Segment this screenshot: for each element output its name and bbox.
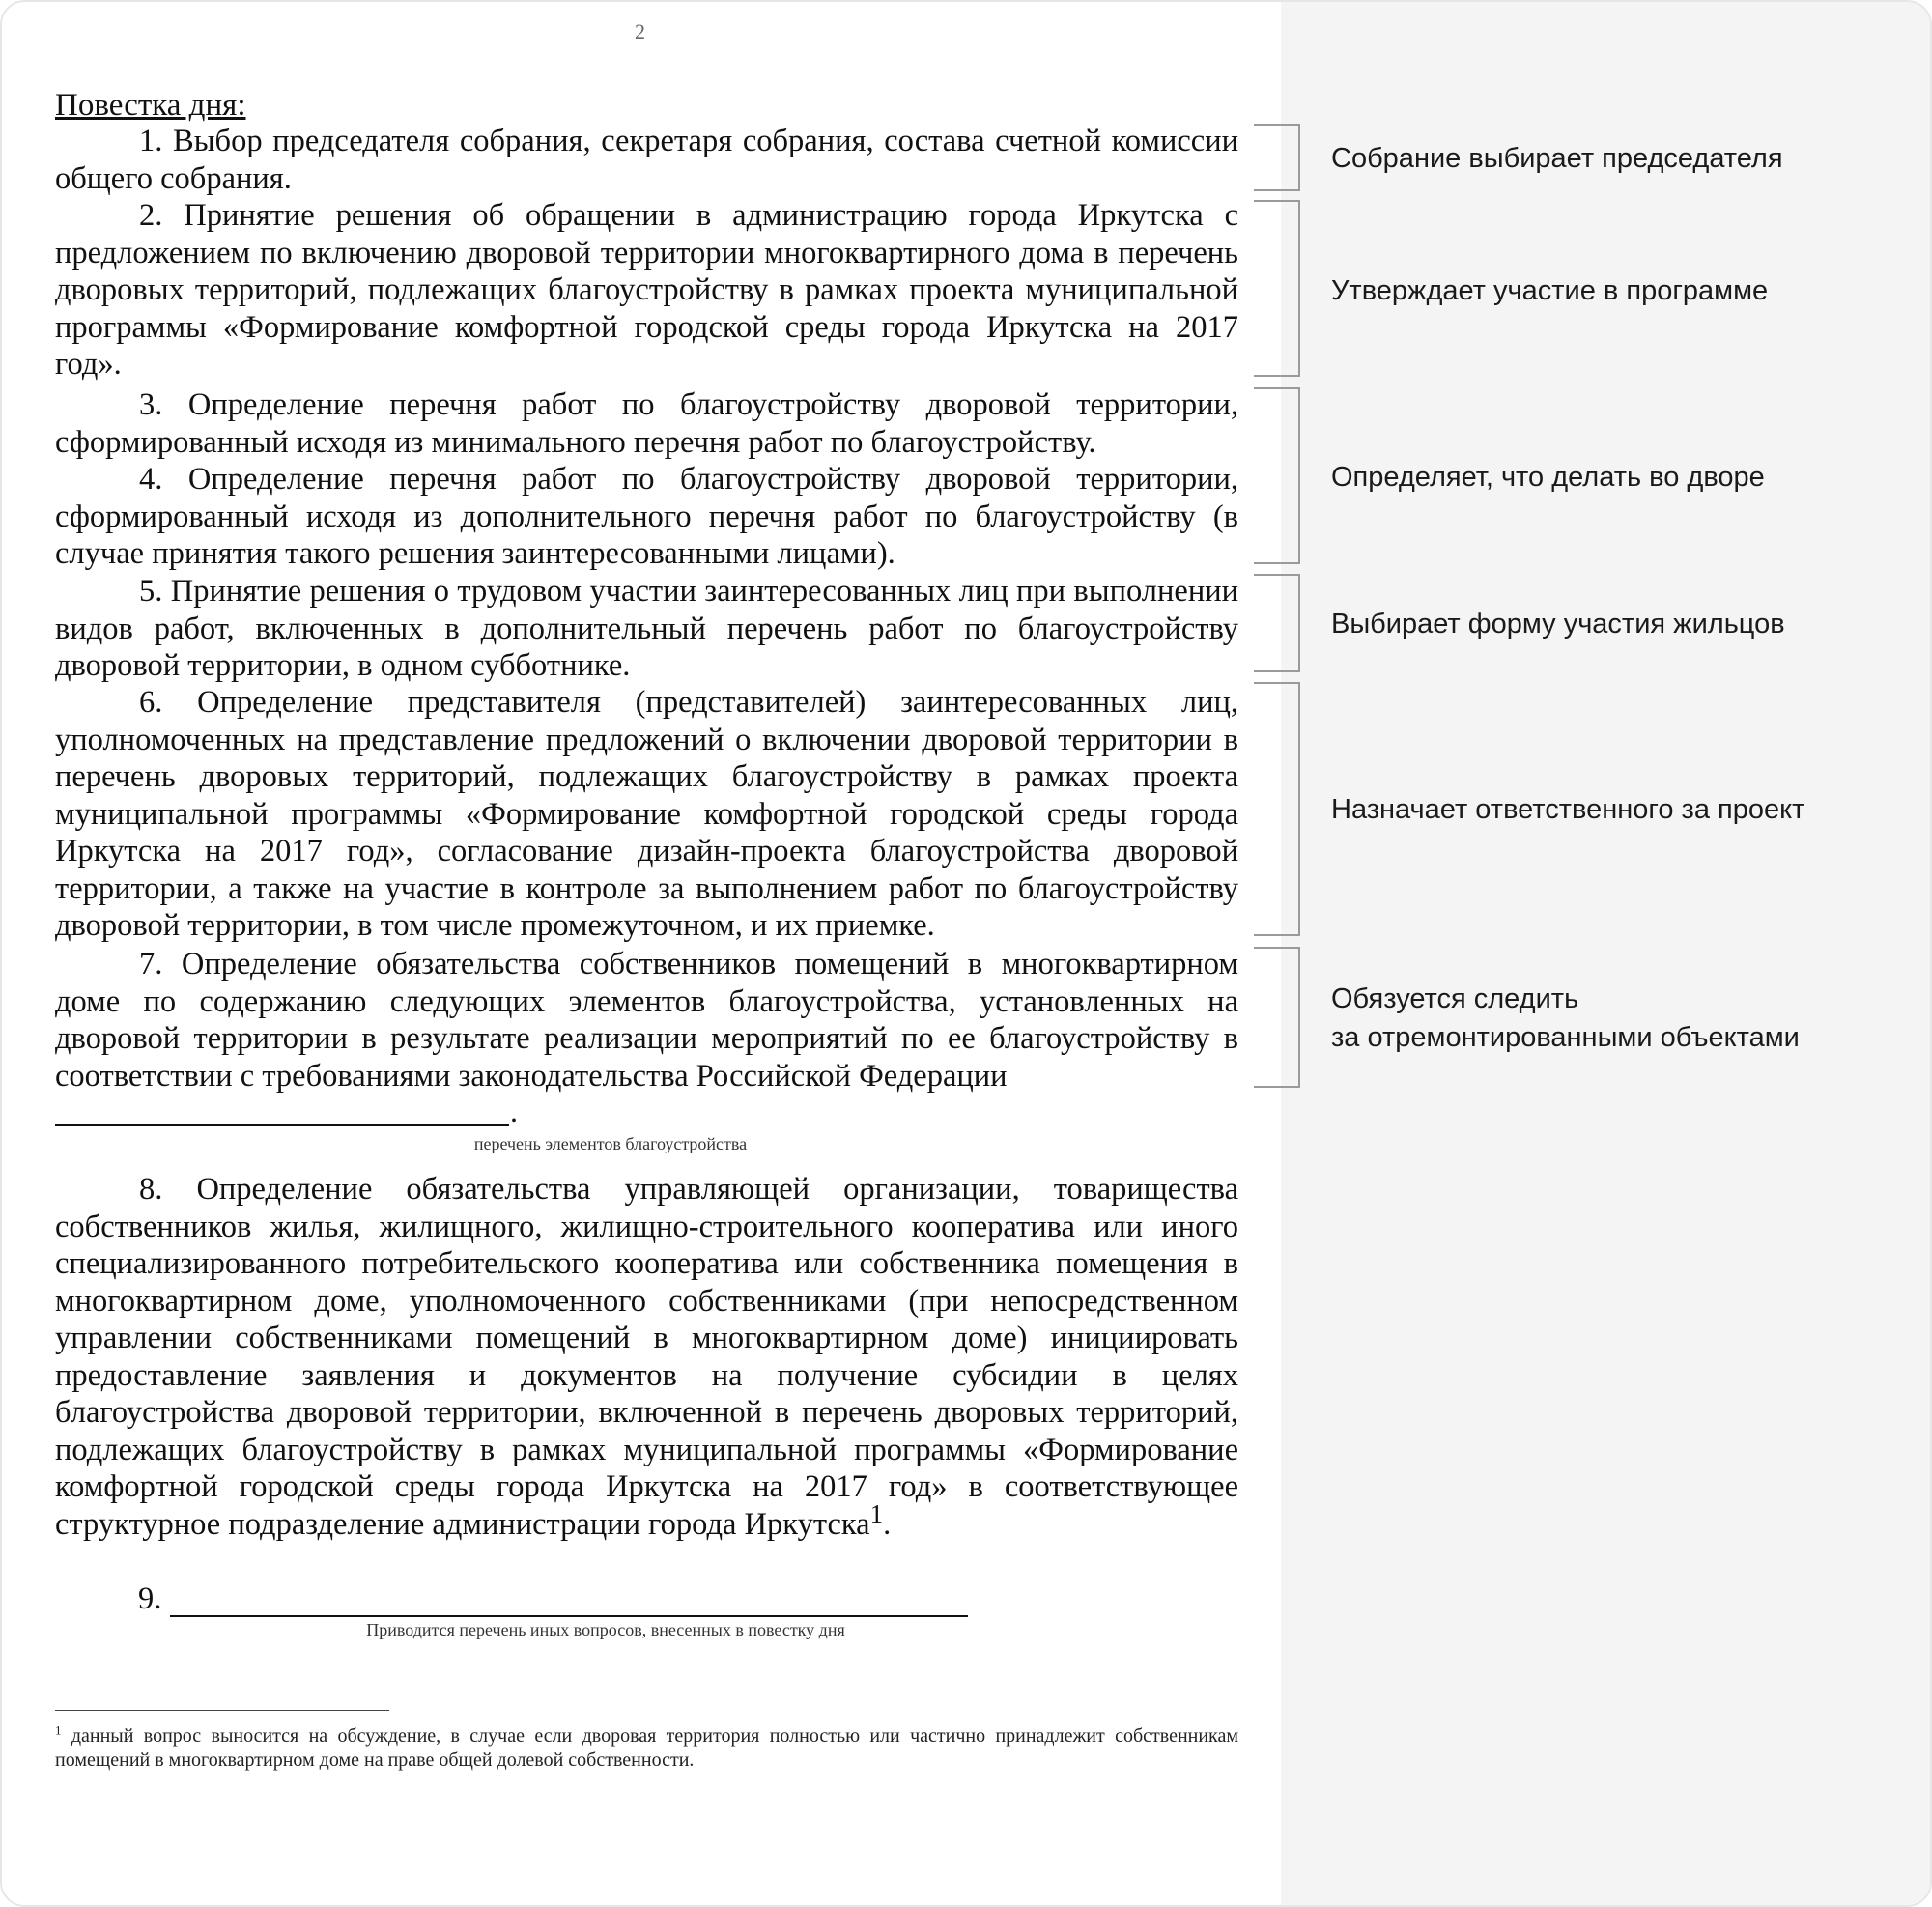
annotation-5	[1331, 790, 1804, 829]
bracket-6	[1254, 947, 1300, 1088]
annotation-2-line-1: Утверждает участие в программе	[1331, 275, 1769, 306]
annotation-5-line-1: Назначает ответственного за проект	[1331, 794, 1805, 825]
annotation-6-line-2: за отремонтированными объектами	[1331, 1022, 1800, 1053]
footnote	[55, 1724, 1238, 1773]
agenda-item-8-end: .	[883, 1506, 892, 1542]
agenda-heading: Повестка дня:	[55, 88, 246, 123]
agenda-item-5: 5. Принятие решения о трудовом участии заинтересованных лиц при выполнении видов работ, включенных в дополнительный перечень работ по благоустройству дворовой территории, в одном субботнике.	[55, 574, 1238, 683]
annotation-6	[1331, 980, 1800, 1057]
agenda-item-1: 1. Выбор председателя собрания, секретаря собрания, состава счетной комиссии общего собрания.	[55, 124, 1238, 196]
page-number: 2	[635, 19, 645, 43]
bracket-3	[1254, 387, 1300, 564]
annotation-3	[1331, 458, 1765, 497]
item9-blank-line	[170, 1615, 968, 1617]
footnote-separator	[55, 1710, 389, 1711]
document-page	[2, 2, 1281, 1907]
agenda-item-8-text: 8. Определение обязательства управляющей организации, товарищества собственников жилья, жилищного, жилищно-строительного кооператива или иного специализированного потребительского кооператива или собственника помещения в многоквартирном доме, уполномоченного собственниками (при непосредственном управлении собственниками помещений в многоквартирном доме) инициировать предоставление заявления и документов на получение субсидии в целях благоустройства дворовой территории, включенной в перечень дворовых территорий, подлежащих благоустройству в рамках муниципальной программы «Формирование комфортной городской среды города Иркутска на 2017 год» в соответствующее структурное подразделение администрации города Иркутска	[55, 1172, 1238, 1542]
agenda-item-4: 4. Определение перечня работ по благоустройству дворовой территории, сформированный исходя из дополнительного перечня работ по благоустройству (в случае принятия такого решения заинтересованными лицами).	[55, 462, 1238, 571]
footnote-ref: 1	[869, 1498, 884, 1528]
agenda-item-6: 6. Определение представителя (представителей) заинтересованных лиц, уполномоченных на представление предложений о включении дворовой территории в перечень дворовых территорий, подлежащих благоустройству в рамках проекта муниципальной программы «Формирование комфортной городской среды города Иркутска на 2017 год», согласование дизайн-проекта благоустройства дворовой территории, а также на участие в контроле за выполнением работ по благоустройству дворовой территории, в том числе промежуточном, и их приемке.	[55, 685, 1238, 943]
annotation-4	[1331, 605, 1785, 643]
agenda-item-7: 7. Определение обязательства собственников помещений в многоквартирном доме по содержанию следующих элементов благоустройства, установленных на дворовой территории в результате реализации мероприятий по ее благоустройству в соответствии с требованиями законодательства Российской Федерации	[55, 947, 1238, 1094]
bracket-1	[1254, 124, 1300, 191]
footnote-text: данный вопрос выносится на обсуждение, в случае если дворовая территория полностью или частично принадлежит собственникам помещений в многоквартирном доме на праве общей долевой собственности.	[55, 1725, 1238, 1771]
item7-blank-end: .	[510, 1094, 518, 1128]
annotation-4-line-1: Выбирает форму участия жильцов	[1331, 609, 1785, 640]
agenda-item-2: 2. Принятие решения об обращении в администрацию города Иркутска с предложением по включению дворовой территории многоквартирного дома в перечень дворовых территорий, подлежащих благоустройству в рамках проекта муниципальной программы «Формирование комфортной городской среды города Иркутска на 2017 год».	[55, 198, 1238, 382]
bracket-4	[1254, 574, 1300, 672]
agenda-item-3: 3. Определение перечня работ по благоустройству дворовой территории, сформированный исходя из минимального перечня работ по благоустройству.	[55, 387, 1238, 460]
item9-caption: Приводится перечень иных вопросов, внесенных в повестку дня	[366, 1620, 845, 1639]
annotation-1	[1331, 139, 1783, 178]
annotation-1-line-1: Собрание выбирает председателя	[1331, 143, 1783, 174]
bracket-2	[1254, 200, 1300, 377]
agenda-item-9-number: 9.	[138, 1581, 162, 1616]
footnote-mark: 1	[55, 1722, 62, 1738]
item7-caption: перечень элементов благоустройства	[473, 1134, 748, 1153]
annotation-3-line-1: Определяет, что делать во дворе	[1331, 462, 1765, 493]
agenda-item-8	[55, 1171, 1238, 1543]
annotation-6-line-1: Обязуется следить	[1331, 983, 1579, 1014]
bracket-5	[1254, 682, 1300, 936]
annotation-2	[1331, 271, 1768, 310]
item7-blank-line	[55, 1124, 509, 1126]
